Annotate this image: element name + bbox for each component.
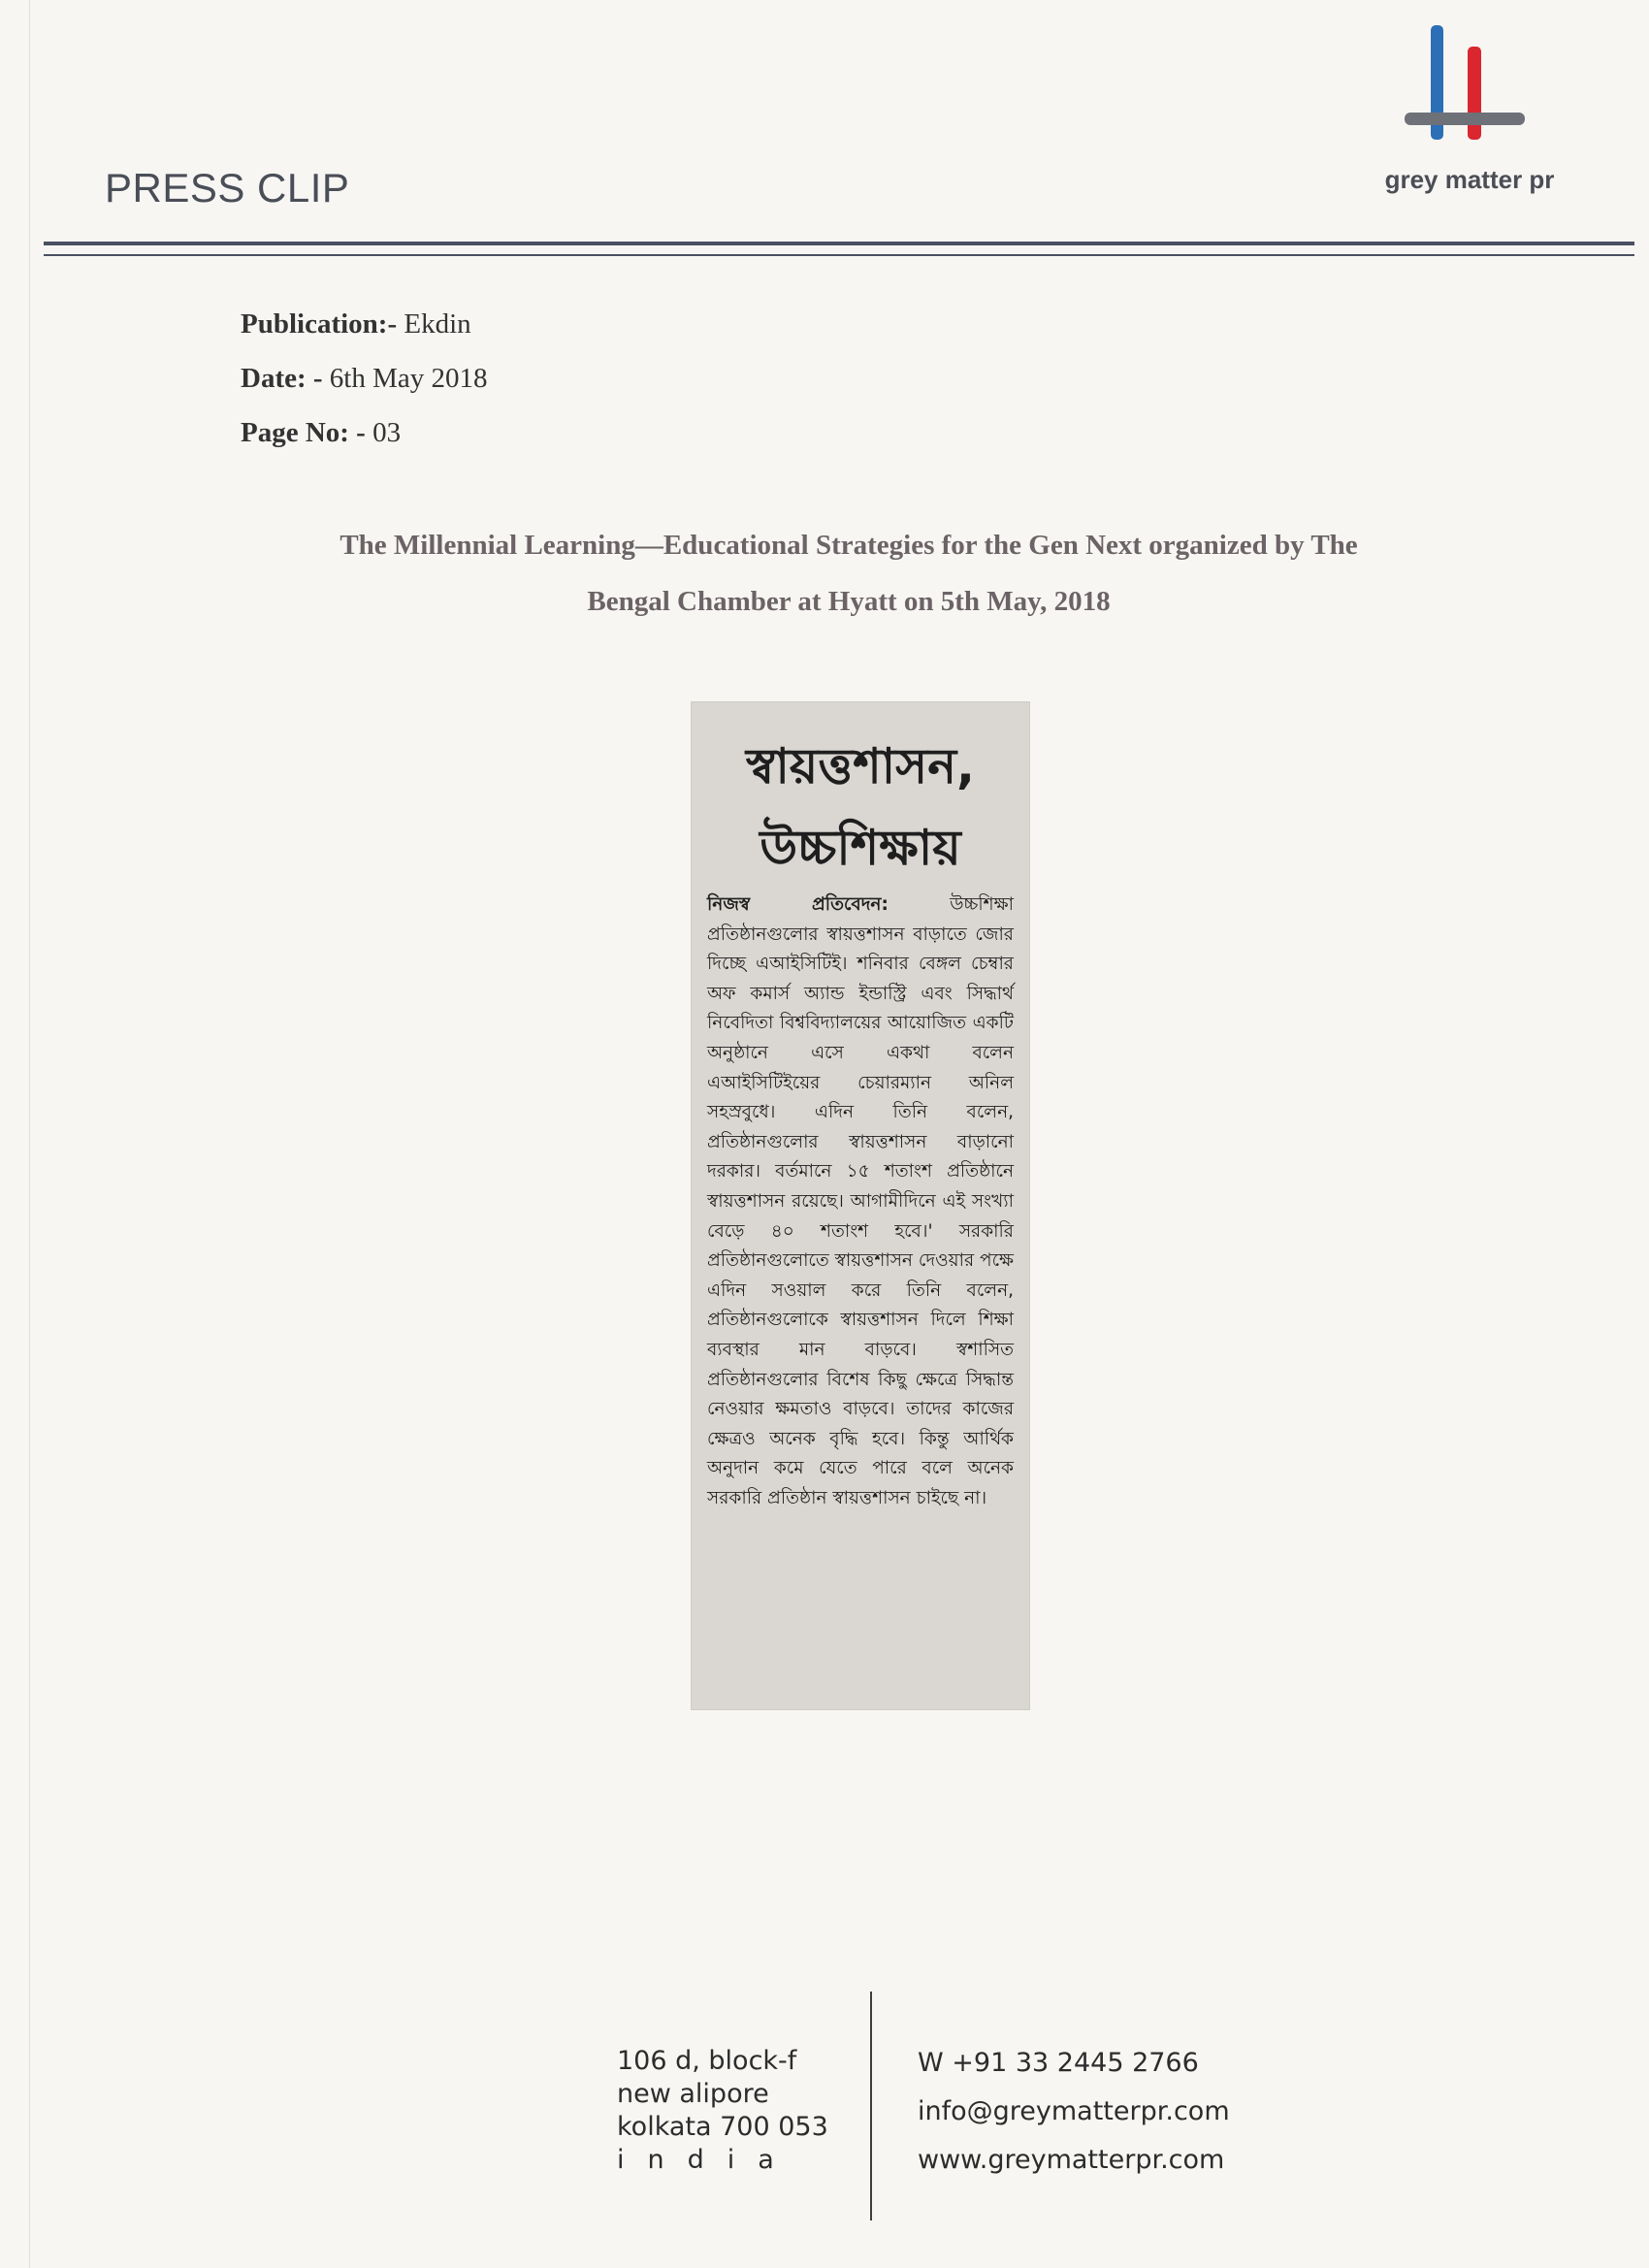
event-title [242, 517, 1455, 630]
footer-divider [870, 1992, 872, 2220]
address-line3: kolkata 700 053 [617, 2112, 828, 2142]
footer-address [617, 2045, 830, 2177]
page-line [241, 417, 401, 449]
contact-email: info@greymatterpr.com [918, 2096, 1230, 2126]
page-label: Page No: - [241, 417, 366, 448]
address-line1: 106 d, block-f [617, 2046, 797, 2076]
clipping-headline [707, 726, 1014, 889]
footer-contact [918, 2039, 1230, 2185]
publication-label: Publication:- [241, 308, 398, 340]
press-clip-label: PRESS CLIP [105, 165, 350, 211]
clipping-text: উচ্চশিক্ষা প্রতিষ্ঠানগুলোর স্বায়ত্তশাসন বাড়াতে জোর দিচ্ছে এআইসিটিই। শনিবার বেঙ্গল চেম্বার অফ কমার্স অ্যান্ড ইন্ডাস্ট্রি এবং সিদ্ধার্থ নিবেদিতা বিশ্ববিদ্যালয়ের আয়োজিত একটি অনুষ্ঠানে এসে একথা বলেন এআইসিটিইয়ের চেয়ারম্যান অনিল সহস্রবুধে। এদিন তিনি বলেন, প্রতিষ্ঠানগুলোর স্বায়ত্তশাসন বাড়ানো দরকার। বর্তমানে ১৫ শতাংশ প্রতিষ্ঠানে স্বায়ত্তশাসন রয়েছে। আগামীদিনে এই সংখ্যা বেড়ে ৪০ শতাংশ হবে।' সরকারি প্রতিষ্ঠানগুলোতে স্বায়ত্তশাসন দেওয়ার পক্ষে এদিন সওয়াল করে তিনি বলেন, প্রতিষ্ঠানগুলোকে স্বায়ত্তশাসন দিলে শিক্ষা ব্যবস্থার মান বাড়বে। স্বশাসিত প্রতিষ্ঠানগুলোর বিশেষ কিছু ক্ষেত্রে সিদ্ধান্ত নেওয়ার ক্ষমতাও বাড়বে। তাদের কাজের ক্ষেত্রও অনেক বৃদ্ধি হবে। কিন্তু আর্থিক অনুদান কমে যেতে পারে বলে অনেক সরকারি প্রতিষ্ঠান স্বায়ত্তশাসন চাইছে না। [707, 894, 1014, 1508]
clipping-body [707, 891, 1014, 1513]
clipping-lead: নিজস্ব প্রতিবেদন: [707, 894, 889, 915]
page-edge [29, 0, 30, 2268]
date-line [241, 363, 488, 395]
header-rule-thin [44, 254, 1634, 256]
logo-grey-bar [1405, 113, 1525, 125]
publication-line [241, 308, 471, 340]
logo-red-bar [1468, 47, 1481, 140]
headline-line2: উচ্চশিক্ষায় [760, 820, 961, 876]
contact-phone: W +91 33 2445 2766 [918, 2048, 1199, 2078]
address-line2: new alipore [617, 2079, 769, 2109]
logo-wordmark: grey matter pr [1384, 165, 1555, 194]
date-value: 6th May 2018 [329, 363, 488, 394]
address-line4: india [617, 2145, 797, 2175]
headline-line1: স্বায়ত্তশাসন, [745, 738, 976, 794]
newspaper-clipping [691, 701, 1030, 1710]
publication-value: Ekdin [404, 308, 471, 340]
event-title-line2: Bengal Chamber at Hyatt on 5th May, 2018 [587, 586, 1111, 617]
date-label: Date: - [241, 363, 323, 394]
page-value: 03 [372, 417, 402, 448]
header-rule-thick [44, 242, 1634, 245]
event-title-line1: The Millennial Learning—Educational Strategies for the Gen Next organized by The [340, 530, 1358, 561]
contact-website: www.greymatterpr.com [918, 2145, 1225, 2175]
